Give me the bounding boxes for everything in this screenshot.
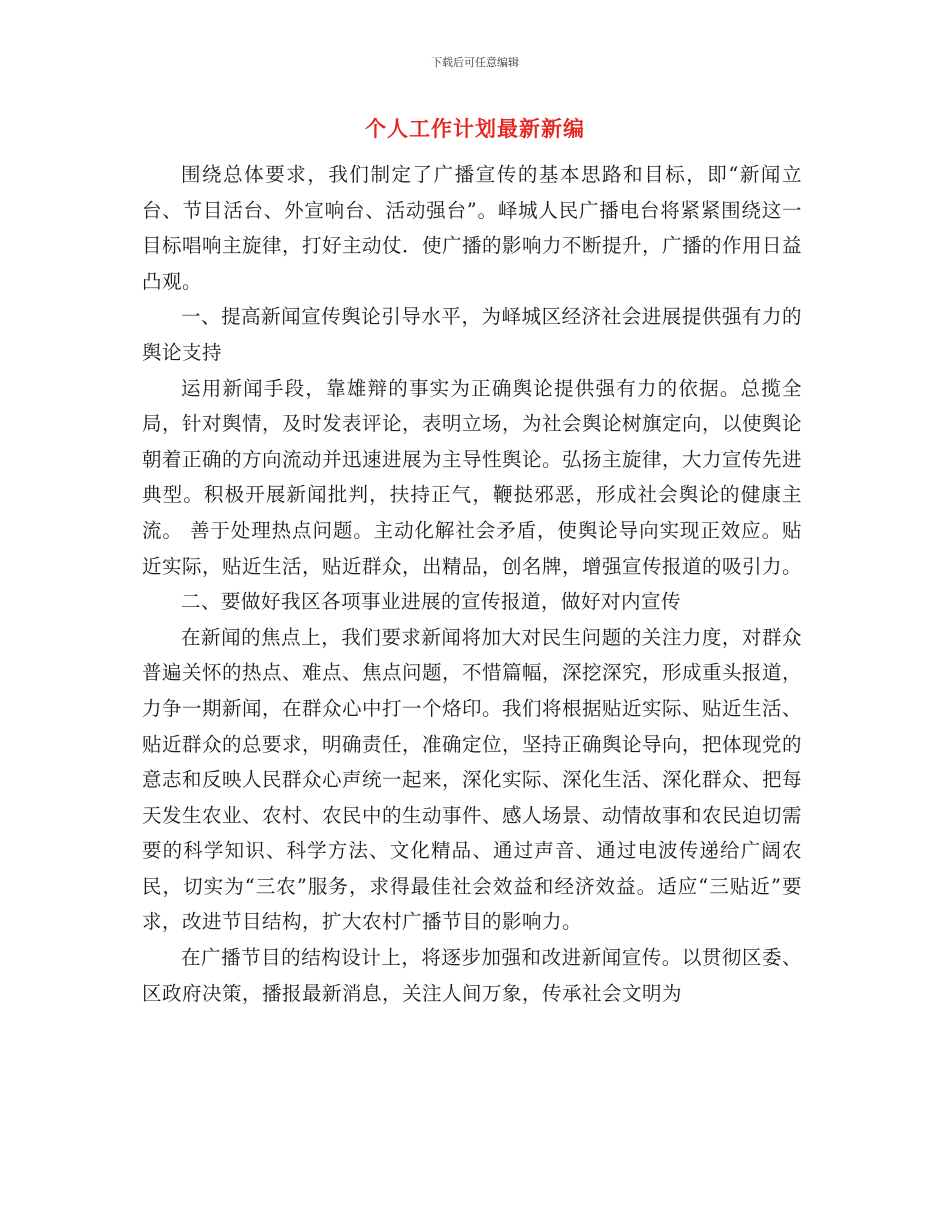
document-title: 个人工作计划最新新编 bbox=[365, 117, 585, 141]
section-heading-1: 一、提高新闻宣传舆论引导水平，为峄城区经济社会进展提供强有力的舆论支持 bbox=[142, 305, 802, 364]
page-header-note: 下载后可任意编辑 bbox=[431, 56, 519, 69]
paragraph-intro: 围绕总体要求，我们制定了广播宣传的基本思路和目标，即“新闻立台、节目活台、外宣响台、活动强台”。峄城人民广播电台将紧紧围绕这一目标唱响主旋律，打好主动仗．使广播的影响力不断提升，广播的作用日益凸观。 bbox=[142, 163, 803, 293]
paragraph-program-structure: 在广播节目的结构设计上，将逐步加强和改进新闻宣传。以贯彻区委、区政府决策，播报最新消息，关注人间万象，传承社会文明为 bbox=[142, 946, 802, 1005]
paragraph-section-1: 运用新闻手段，靠雄辩的事实为正确舆论提供强有力的依据。总揽全局，针对舆情，及时发表评论，表明立场，为社会舆论树旗定向，以使舆论朝着正确的方向流动并迅速进展为主导性舆论。弘扬主旋律，大力宣传先进典型。积极开展新闻批判，扶持正气，鞭挞邪恶，形成社会舆论的健康主流。 善于处理热点问题。主动化解社会矛盾，使舆论导向实现正效应。贴近实际，贴近生活，贴近群众，出精品，创名牌，增强宣传报道的吸引力。 bbox=[142, 376, 803, 578]
paragraph-section-2: 在新闻的焦点上，我们要求新闻将加大对民生问题的关注力度，对群众普遍关怀的热点、难点、焦点问题，不惜篇幅，深挖深究，形成重头报道，力争一期新闻，在群众心中打一个烙印。我们将根据贴近实际、贴近生活、贴近群众的总要求，明确责任，准确定位，坚持正确舆论导向，把体现党的意志和反映人民群众心声统一起来，深化实际、深化生活、深化群众、把每天发生农业、农村、农民中的生动事件、感人场景、动情故事和农民迫切需要的科学知识、科学方法、文化精品、通过声音、通过电波传递给广阔农民，切实为“三农”服务，求得最佳社会效益和经济效益。适应“三贴近”要求，改进节目结构，扩大农村广播节目的影响力。 bbox=[142, 625, 803, 934]
document-body bbox=[142, 157, 802, 1011]
section-heading-2: 二、要做好我区各项事业进展的宣传报道，做好对内宣传 bbox=[181, 590, 682, 614]
